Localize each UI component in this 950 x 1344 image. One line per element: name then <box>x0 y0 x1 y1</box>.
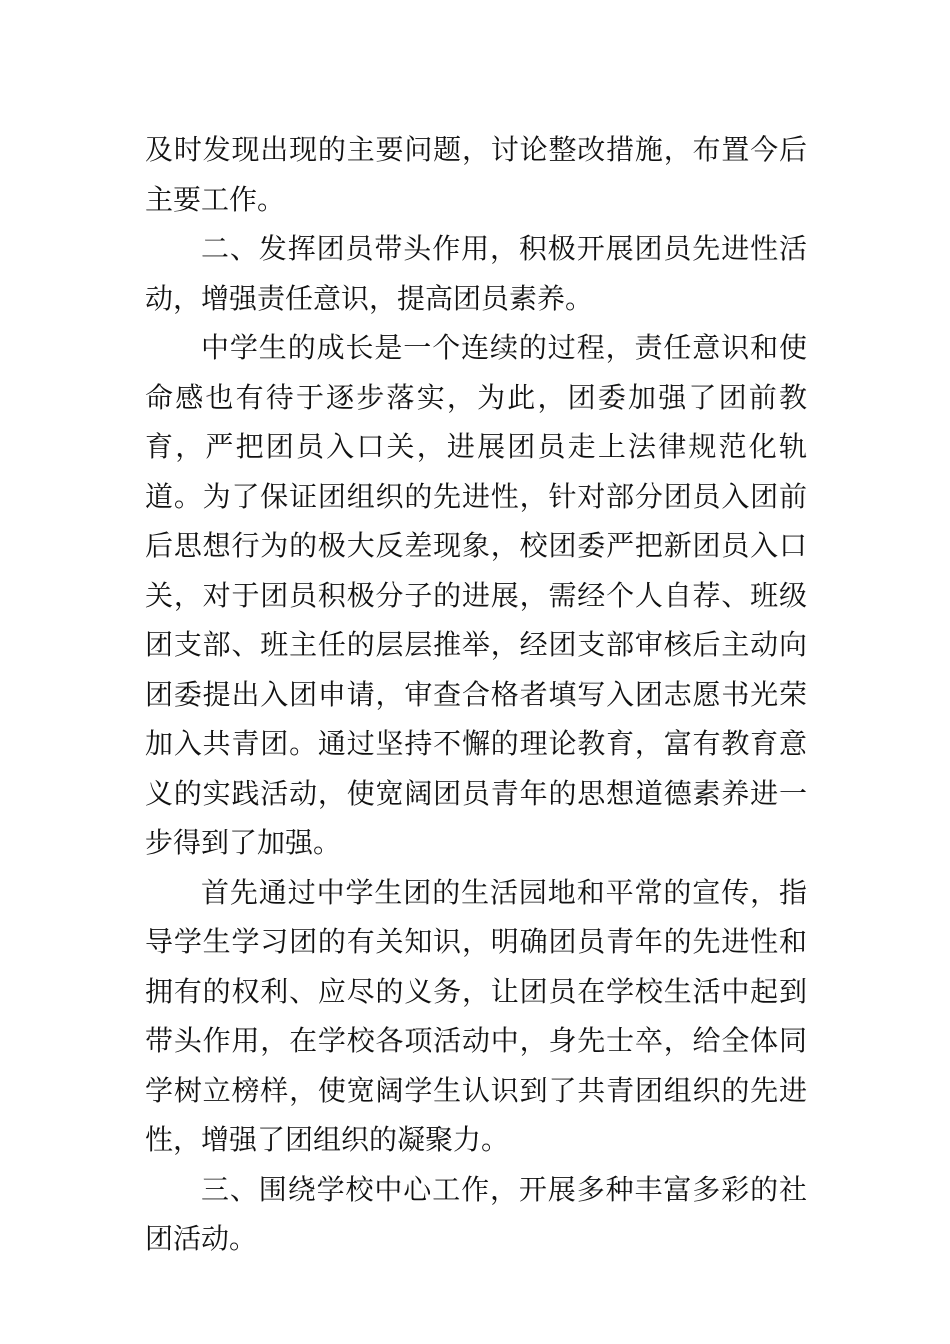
paragraph-publicity-and-role: 首先通过中学生团的生活园地和平常的宣传，指导学生学习团的有关知识，明确团员青年的先进性和拥有的权利、应尽的义务，让团员在学校生活中起到带头作用，在学校各项活动中，身先士卒，给全体同学树立榜样，使宽阔学生认识到了共青团组织的先进性，增强了团组织的凝聚力。 <box>145 875 807 1156</box>
paragraph-growth-and-admission: 中学生的成长是一个连续的过程，责任意识和使命感也有待于逐步落实，为此，团委加强了团前教育，严把团员入口关，进展团员走上法律规范化轨道。为了保证团组织的先进性，针对部分团员入团前后思想行为的极大反差现象，校团委严把新团员入口关，对于团员积极分子的进展，需经个人自荐、班级团支部、班主任的层层推举，经团支部审核后主动向团委提出入团申请，审查合格者填写入团志愿书光荣加入共青团。通过坚持不懈的理论教育，富有教育意义的实践活动，使宽阔团员青年的思想道德素养进一步得到了加强。 <box>145 331 807 859</box>
paragraph-continuation: 及时发现出现的主要问题，讨论整改措施，布置今后主要工作。 <box>145 133 807 216</box>
paragraph-section-two-heading: 二、发挥团员带头作用，积极开展团员先进性活动，增强责任意识，提高团员素养。 <box>145 232 807 315</box>
document-body <box>145 125 807 1264</box>
paragraph-section-three-heading: 三、围绕学校中心工作，开展多种丰富多彩的社团活动。 <box>145 1172 807 1255</box>
